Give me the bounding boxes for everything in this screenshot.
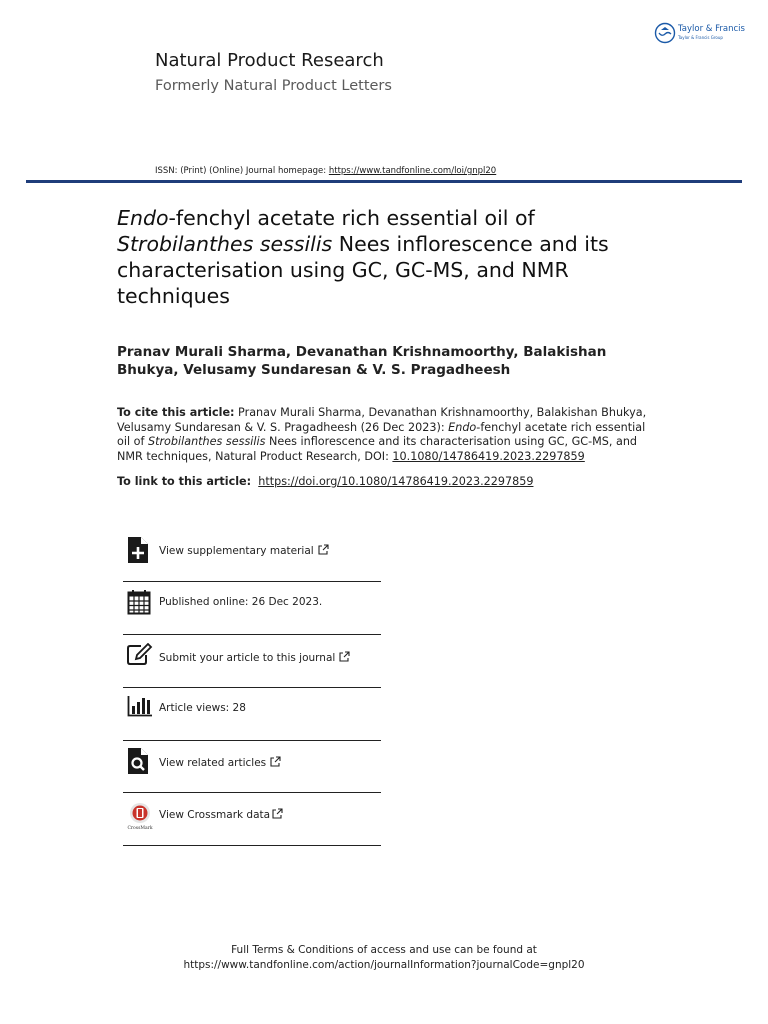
crossmark-badge-text: CrossMark: [127, 826, 153, 830]
article-link-label: To link to this article:: [117, 475, 252, 488]
journal-subtitle: Formerly Natural Product Letters: [155, 78, 392, 94]
citation-text3: Nees inflorescence and its characterisation using GC, GC-MS, and NMR techniques, Natural Product Research, DOI:: [117, 435, 638, 463]
citation-doi-link[interactable]: 10.1080/14786419.2023.2297859: [392, 449, 585, 463]
crossmark-icon: [127, 802, 151, 828]
search-document-icon: [127, 748, 151, 774]
meta-item-crossmark-label: View Crossmark data: [159, 808, 283, 821]
meta-item-related[interactable]: [123, 748, 381, 778]
calendar-icon: [127, 589, 151, 615]
header-rule: [26, 180, 742, 183]
supplementary-file-icon: [127, 537, 151, 563]
footer-line1: Full Terms & Conditions of access and use can be found at: [231, 944, 537, 956]
footer-terms-link[interactable]: https://www.tandfonline.com/action/journalInformation?journalCode=gnpl20: [183, 959, 585, 971]
article-title-species: Strobilanthes sessilis: [117, 232, 333, 256]
meta-item-supplementary-label: View supplementary material: [159, 544, 329, 557]
citation-block: [117, 406, 647, 464]
meta-divider: [123, 792, 381, 793]
meta-item-submit[interactable]: [123, 643, 381, 673]
publisher-logo[interactable]: [654, 21, 749, 47]
publisher-logo-icon: [654, 22, 676, 44]
issn-prefix: ISSN: (Print) (Online) Journal homepage:: [155, 166, 329, 176]
citation-italic1: Endo: [448, 420, 477, 434]
citation-italic2: Strobilanthes sessilis: [147, 435, 266, 448]
meta-item-published: [123, 589, 381, 619]
external-link-icon: [272, 808, 283, 819]
article-title-part1: -fenchyl acetate rich essential oil of: [168, 206, 535, 230]
bar-chart-icon: [127, 695, 151, 721]
citation-text2: -fenchyl acetate rich essential oil of: [117, 420, 646, 448]
article-title: [117, 205, 657, 309]
citation-text1: Pranav Murali Sharma, Devanathan Krishnamoorthy, Balakishan Bhukya, Velusamy Sundaresan & V. S. Pragadheesh (26 Dec 2023):: [117, 406, 647, 434]
meta-divider: [123, 634, 381, 635]
meta-item-published-label: Published online: 26 Dec 2023.: [159, 596, 323, 608]
external-link-icon: [339, 651, 350, 662]
meta-divider: [123, 740, 381, 741]
meta-divider: [123, 687, 381, 688]
edit-submit-icon: [127, 643, 151, 669]
external-link-icon: [318, 544, 329, 555]
meta-divider: [123, 845, 381, 846]
meta-item-supplementary[interactable]: [123, 537, 381, 567]
meta-divider: [123, 581, 381, 582]
article-link-line: [117, 475, 533, 488]
meta-item-related-label: View related articles: [159, 756, 281, 769]
meta-item-views-label: Article views: 28: [159, 702, 246, 714]
journal-title: Natural Product Research: [155, 50, 384, 71]
issn-line: [155, 166, 496, 176]
meta-item-views: [123, 695, 381, 725]
article-title-part2: Nees inflorescence and its characterisation using GC, GC-MS, and NMR techniques: [117, 232, 609, 308]
article-title-italic: Endo: [117, 206, 169, 230]
publisher-group: Taylor & Francis Group: [678, 35, 723, 40]
article-authors: Pranav Murali Sharma, Devanathan Krishnamoorthy, Balakishan Bhukya, Velusamy Sundaresan & V. S. Pragadheesh: [117, 344, 607, 378]
meta-item-crossmark[interactable]: [123, 802, 381, 832]
meta-item-submit-label: Submit your article to this journal: [159, 651, 350, 664]
journal-homepage-link[interactable]: https://www.tandfonline.com/loi/gnpl20: [328, 166, 497, 176]
citation-label: To cite this article:: [117, 406, 235, 419]
footer: [0, 943, 768, 973]
publisher-name: Taylor & Francis: [678, 24, 745, 34]
external-link-icon: [270, 756, 281, 767]
article-doi-url-link[interactable]: https://doi.org/10.1080/14786419.2023.2297859: [258, 475, 534, 488]
